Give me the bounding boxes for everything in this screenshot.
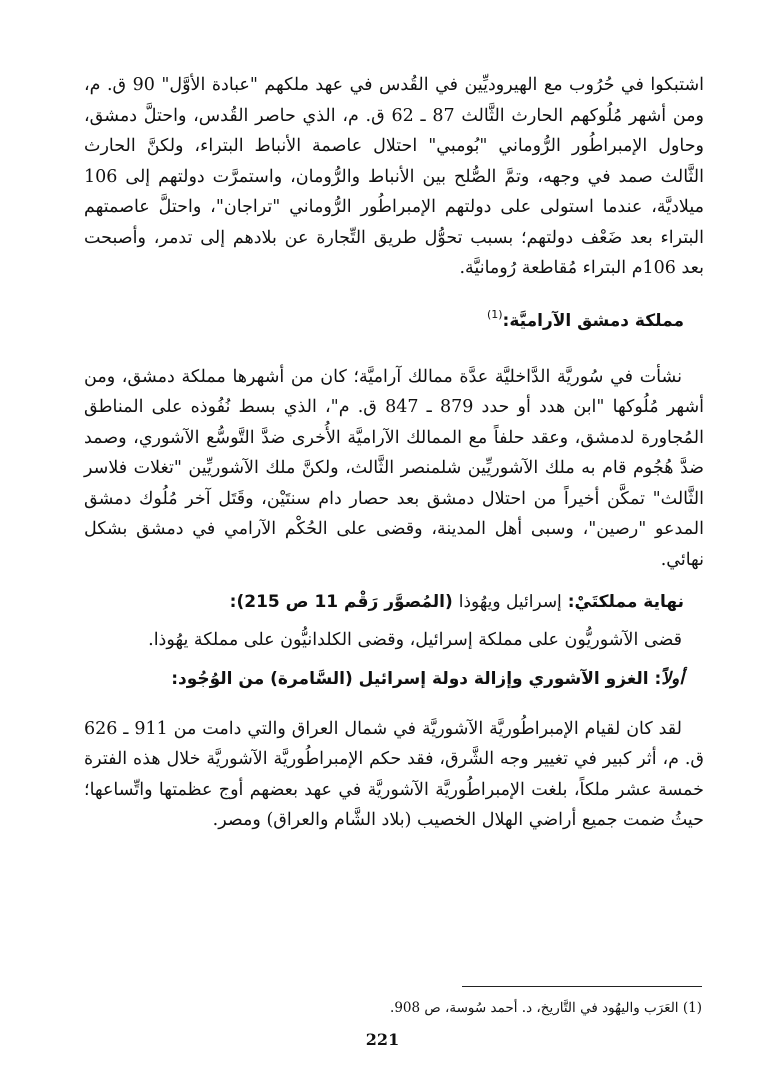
heading-end-normal: إسرائيل ويهُوذا [458,592,562,612]
page-number: 221 [365,1030,400,1049]
end-paragraph: قضى الآشوريُّون على مملكة إسرائيل، وقضى الكلدانيُّون على مملكة يهُوذا. [148,630,682,650]
footnote-divider [462,986,702,987]
heading-ordinal: أولاً [661,668,684,689]
footnote-reference: (1) [486,307,503,321]
heading-end-map-ref: (المُصوَّر رَقْم 11 ص 215): [229,592,453,612]
damascus-paragraph: نشأت في سُوريَّة الدَّاخليَّة عدَّة ممالك آراميَّة؛ كان من أشهرها مملكة دمشق، ومن أشهر مُلُوكها "ابن هدد أو حدد 879 ـ 847 ق. م"، الذي بسط نُفُوذه على المناطق المُجاورة لدمشق، وعقد حلفاً مع الممالك الآراميَّة الأُخرى ضدَّ التَّوسُّع الآشوري، وصمد ضدَّ هُجُوم قام به ملك الآشوريِّين شلمنصر الثَّالث، ولكنَّ ملك الآشوريِّين "تغلات فلاسر الثَّالث" تمكَّن أخيراً من احتلال دمشق بعد حصار دام سنتَيْن، وقَتَل آخر مُلُوك دمشق المدعو "رصين"، وسبى أهل المدينة، وقضى على الحُكْم الآرامي في دمشق بشكل نهائي. [84,366,705,570]
intro-paragraph: اشتبكوا في حُرُوب مع الهيروديِّين في القُدس في عهد ملكهم "عبادة الأوَّل" 90 ق. م، ومن أشهر مُلُوكهم الحارث الثَّالث 87 ـ 62 ق. م، الذي حاصر القُدس، واحتلَّ دمشق، وحاول الإمبراطُور الرُّوماني "بُومبي" احتلال عاصمة الأنباط البتراء، ولكنَّ الحارث الثَّالث صمد في وجهه، وتمَّ الصُّلح بين الأنباط والرُّومان، واستمرَّت دولتهم إلى 106 ميلاديَّة، عندما استولى على دولتهم الإمبراطُور الرُّوماني "تراجان"، واحتلَّ عاصمتهم البتراء بعد ضَعْف دولتهم؛ بسبب تحوُّل طريق التِّجارة عن بلادهم إلى تدمر، وأصبحت بعد 106م البتراء مُقاطعة رُومانيَّة. [84,75,704,278]
assyrian-paragraph: لقد كان لقيام الإمبراطُوريَّة الآشوريَّة في شمال العراق والتي دامت من 911 ـ 626 ق. م، أثر كبير في تغيير وجه الشَّرق، فقد حكم الإمبراطُوريَّة الآشوريَّة خلال هذه الفترة خمسة عشر ملكاً، بلغت الإمبراطُوريَّة الآشوريَّة في عهد بعضهم أوج عظمتها واتِّساعها؛ حيثُ ضمت جميع أراضي الهلال الخصيب (بلاد الشَّام والعراق) ومصر. [84,718,704,830]
page-body [84,70,704,836]
heading-assyrian-text: : الغزو الآشوري وإزالة دولة إسرائيل (السَّامرة) من الوُجُود: [171,668,662,689]
heading-damascus-text: مملكة دمشق الآراميَّة: [502,310,684,331]
footnote: (1) العَرَب واليهُود في التَّاريخ، د. أحمد سُوسة، ص 908. [390,1000,702,1016]
heading-damascus-kingdom [84,300,684,336]
heading-end-bold: نهاية مملكتَيْ: [567,592,684,612]
heading-end-of-kingdoms [84,587,684,617]
heading-assyrian-invasion [84,664,684,694]
